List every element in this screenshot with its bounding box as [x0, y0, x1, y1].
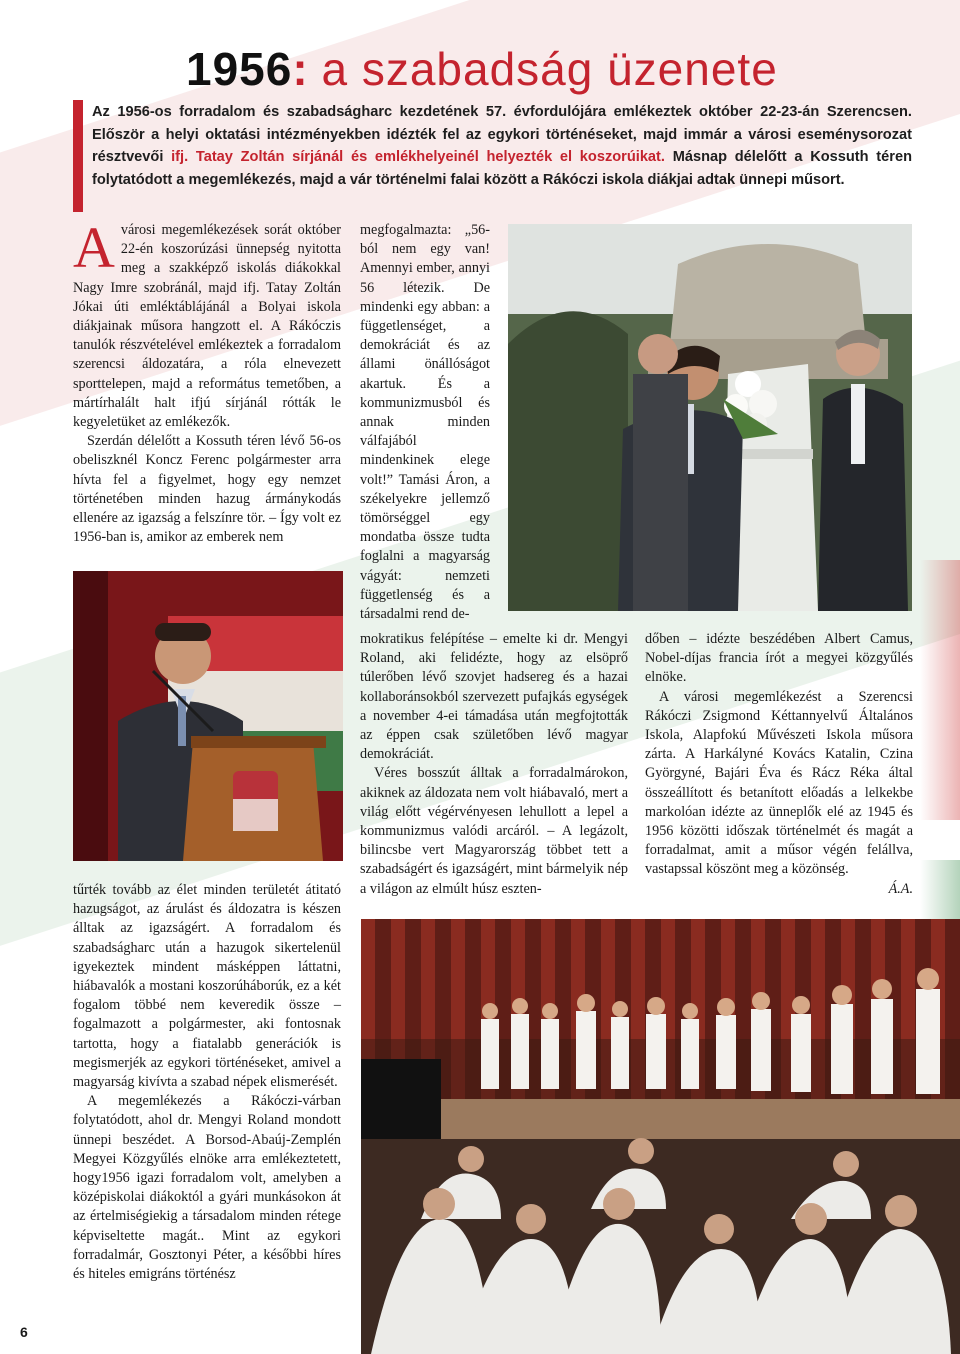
body-paragraph: dőben – idézte beszédében Albert Camus, Nobel-díjas francia írót a megyei közgyűlés elnöke. — [645, 631, 913, 686]
column-2-wide — [360, 630, 628, 899]
column-2-narrow — [360, 221, 490, 624]
lead-text: Az 1956-os forradalom és szabadságharc kezdetének 57. évfordulójára emlékeztek október 22-23-án Szerencsen. Először a helyi oktatási intézményekben idézték fel az egykori történéseket, majd immár a városi eseménysorozat résztvevői — [92, 104, 912, 165]
lead-paragraph — [92, 101, 912, 191]
body-paragraph: mokratikus felépítése – emelte ki dr. Mengyi Roland, aki felidézte, hogy az elsöprő túlerőben lévő szovjet hadsereg és a hazai kollaboránsokból szervezett pufajkás egységek a november 4-ei támadása után megfojtották az éppen csak születőben lévő magyar demokráciát. — [360, 631, 628, 763]
body-paragraph: tűrték tovább az élet minden területét átitató hazugságot, az árulást és áldozatra is készen álltak az igazságért. A forradalom és szabadságharc után a hazugok sikertelenül igyekeztek mindent másképpen láttatni, hiábavalók a mostani koszorúháborúk, ez a két fogalom többé nem keveredik össze – fogalmazott a polgármester, aki fontosnak tartotta, hogy a fiatalabb generációk is megismerjék az egykori történéseket, amivel a magyarság kivívta a szabad népek elismerését. — [73, 882, 341, 1091]
drop-cap: A — [73, 215, 115, 280]
photo-stage-performance — [361, 919, 960, 1354]
body-paragraph: Szerdán délelőtt a Kossuth téren lévő 56-os obeliszknél Koncz Ferenc polgármester arra hívta fel a figyelmet, hogy egy nemzet történetében minden hazug ármánykodás ellenére az igazság a felszínre tör. – Így volt ez 1956-ban is, amikor az emberek nem — [73, 433, 341, 546]
body-paragraph: városi megemlékezések sorát október 22-én koszorúzási ünnepség nyitotta meg a szakképző iskolás diákokkal Nagy Imre szobránál, majd ifj. Tatay Zoltán Jókai úti emléktáblájánál a Bolyai iskola diákjainak műsora hangzott el. A Rákóczis tanulók részvételével emlékeztek a forradalom szerencsi áldozatára, a róla elnevezett sporttelepen, majd a református temetőben, a mártírhalált halt ifjú sírjánál rótták le kegyeletüket az emlékezők. — [73, 222, 341, 431]
photo-speaker-podium — [73, 571, 343, 861]
body-paragraph: A megemlékezés a Rákóczi-várban folytatódott, ahol dr. Mengyi Roland mondott ünnepi beszédet. A Borsod-Abaúj-Zemplén Megyei Közgyűlés elnöke arra emlékeztetett, hogy1956 igazi forradalom volt, amelyben a középiskolai diákoktól a gyári munkásokon át az értelmiségiekig a társadalom minden rétege képviseltette magát.. Mint az egykori forradalmár, Gosztonyi Péter, a későbbi híres és hiteles emigráns történész — [73, 1093, 341, 1283]
body-paragraph: A városi megemlékezést a Szerencsi Rákóczi Zsigmond Kéttannyelvű Általános Iskola, Alapfokú Művészeti Iskola műsora zárta. A Harkályné Kovács Katalin, Czina Györgyné, Bajári Éva és Rácz Réka által összeállított és betanított előadás a lelkekbe markolóan idézte az ünneplők elé az 1945 és 1956 közötti időszak történelmét és magát a forradalmat, amit a műsor végén felállva, vastapssal köszönt meg a közönség. — [645, 688, 913, 878]
article-title — [186, 40, 778, 98]
body-paragraph: Véres bosszút álltak a forradalmárokon, akiknek az áldozata nem volt hiábavaló, mert a világ előtt végérvényesen lehullott a lepel a kommunizmus valódi arcáról. – A legázolt, bilincsbe vert Magyarország többet tett a szabadságért és igazságért, mint bármelyik nép a világon az elmúlt húsz eszten- — [360, 765, 628, 897]
lead-accent-bar — [73, 100, 83, 212]
lead-text-end: Másnap délelőtt a Kossuth téren folytatódott a megemlékezés, majd a vár történelmi falai között a Rákóczi iskola diákjai adtak ünnepi műsort. — [92, 149, 912, 188]
column-1-bottom — [73, 881, 341, 1284]
lead-highlight: ifj. Tatay Zoltán sírjánál és emlékhelyeinél helyezték el koszorúikat. — [171, 149, 665, 165]
title-text: a szabadság üzenete — [307, 43, 778, 95]
column-3 — [645, 630, 913, 899]
title-year: 1956 — [186, 43, 293, 95]
title-separator: : — [292, 43, 308, 95]
page-number: 6 — [20, 1324, 28, 1340]
photo-wreath-laying — [508, 224, 912, 611]
column-1-top — [73, 215, 341, 547]
author-signature: Á.A. — [888, 880, 913, 897]
body-paragraph: megfogalmazta: „56-ból nem egy van! Amennyi ember, annyi 56 létezik. De mindenki egy abban: a függetlenséget, a demokráciát és az állami önállóságot akartuk. És a kommunizmusból és annak minden válfajából mindenkinek elege volt!” Tamási Áron, a székelyekre jellemző tömörséggel egy mondatba össze tudta foglalni a magyarság vágyát: nemzeti függetlenség és a társadalmi rend de- — [360, 222, 490, 623]
